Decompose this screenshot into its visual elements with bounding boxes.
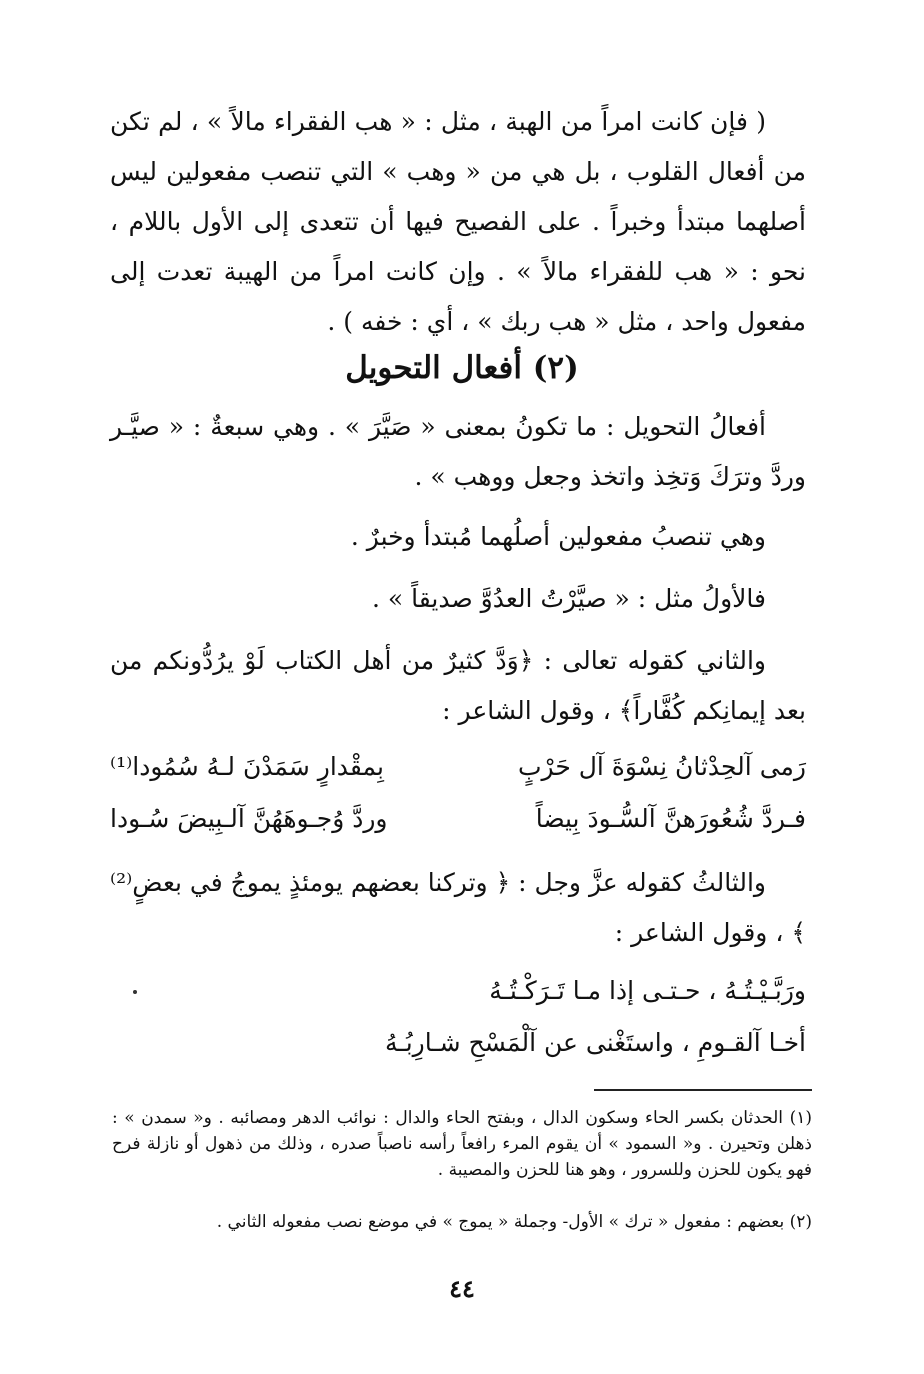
poem1-line2-right: فـردَّ شُعُورَهنَّ آلسُّـودَ بِيضاً <box>535 804 806 833</box>
poem1-line2-left: وردَّ وُجـوهَهُنَّ آلـبِيضَ سُـودا <box>110 804 388 833</box>
footnote-divider <box>594 1089 812 1091</box>
poem1-line1-left: بِمقْدارٍ سَمَدْنَ لـهُ سُمُودا⁽¹⁾ <box>110 752 384 781</box>
third-example-paragraph: والثالثُ كقوله عزَّ وجل : ﴿ وتركنا بعضهم يومئذٍ يموجُ في بعضٍ⁽²⁾ ﴾ ، وقول الشاعر : <box>110 868 806 947</box>
poem1-line1-right: رَمى آلحِدْثانُ نِسْوَةَ آل حَرْبٍ <box>517 752 806 781</box>
poem1-line2 <box>110 796 806 842</box>
footnote-2: (٢) بعضهم : مفعول « ترك » الأول- وجملة « يموج » في موضع نصب مفعوله الثاني . <box>216 1212 812 1232</box>
dot-mark <box>133 990 137 994</box>
poem2-line2: أخـا آلقـومِ ، واستَغْنى عن آلْمَسْحِ شـارِبُـهُ <box>384 1028 806 1057</box>
poem1-line1 <box>110 744 806 790</box>
intro-paragraph: ( فإن كانت امراً من الهبة ، مثل : « هب الفقراء مالاً » ، لم تكن من أفعال القلوب ، بل هي من « وهب » التي تنصب مفعولين ليس أصلهما مبتدأ وخبراً . على الفصيح فيها أن تتعدى إلى الأول باللام ، نحو : « هب للفقراء مالاً » . وإن كانت امراً من الهيبة تعدت إلى مفعول واحد ، مثل « هب ربك » ، أي : خفه ) . <box>110 107 806 336</box>
first-example-paragraph: فالأولُ مثل : « صيَّرْتُ العدُوَّ صديقاً » . <box>372 584 766 613</box>
objects-paragraph: وهي تنصبُ مفعولين أصلُهما مُبتدأ وخبرٌ . <box>350 522 766 551</box>
section-heading: (٢) أفعال التحويل <box>345 350 579 386</box>
page-number: ٤٤ <box>449 1274 475 1303</box>
second-example-paragraph: والثاني كقوله تعالى : ﴿وَدَّ كثيرٌ من أهل الكتاب لَوْ يرُدُّونكم من بعد إيمانِكم كُفَّاراً﴾ ، وقول الشاعر : <box>110 646 806 725</box>
poem2-line1: ورَبَّـيْـتُـهُ ، حـتـى إذا مـا تَـرَكْـتُـهُ <box>489 976 806 1005</box>
definition-paragraph: أفعالُ التحويل : ما تكونُ بمعنى « صَيَّرَ » . وهي سبعةٌ : « صيَّـر وردَّ وترَكَ وَتخِذ واتخذ وجعل ووهب » . <box>110 412 806 491</box>
footnote-1: (١) الحدثان بكسر الحاء وسكون الدال ، وبفتح الحاء والدال : نوائب الدهر ومصائبه . و« سمدن » : ذهلن وتحيرن . و« السمود » أن يقوم المرء رافعاً رأسه ناصباً صدره ، وذلك من ذهول أو نازلة فرح فهو يكون للحزن وللسرور ، وهو هنا للحزن والمصيبة . <box>112 1108 812 1180</box>
